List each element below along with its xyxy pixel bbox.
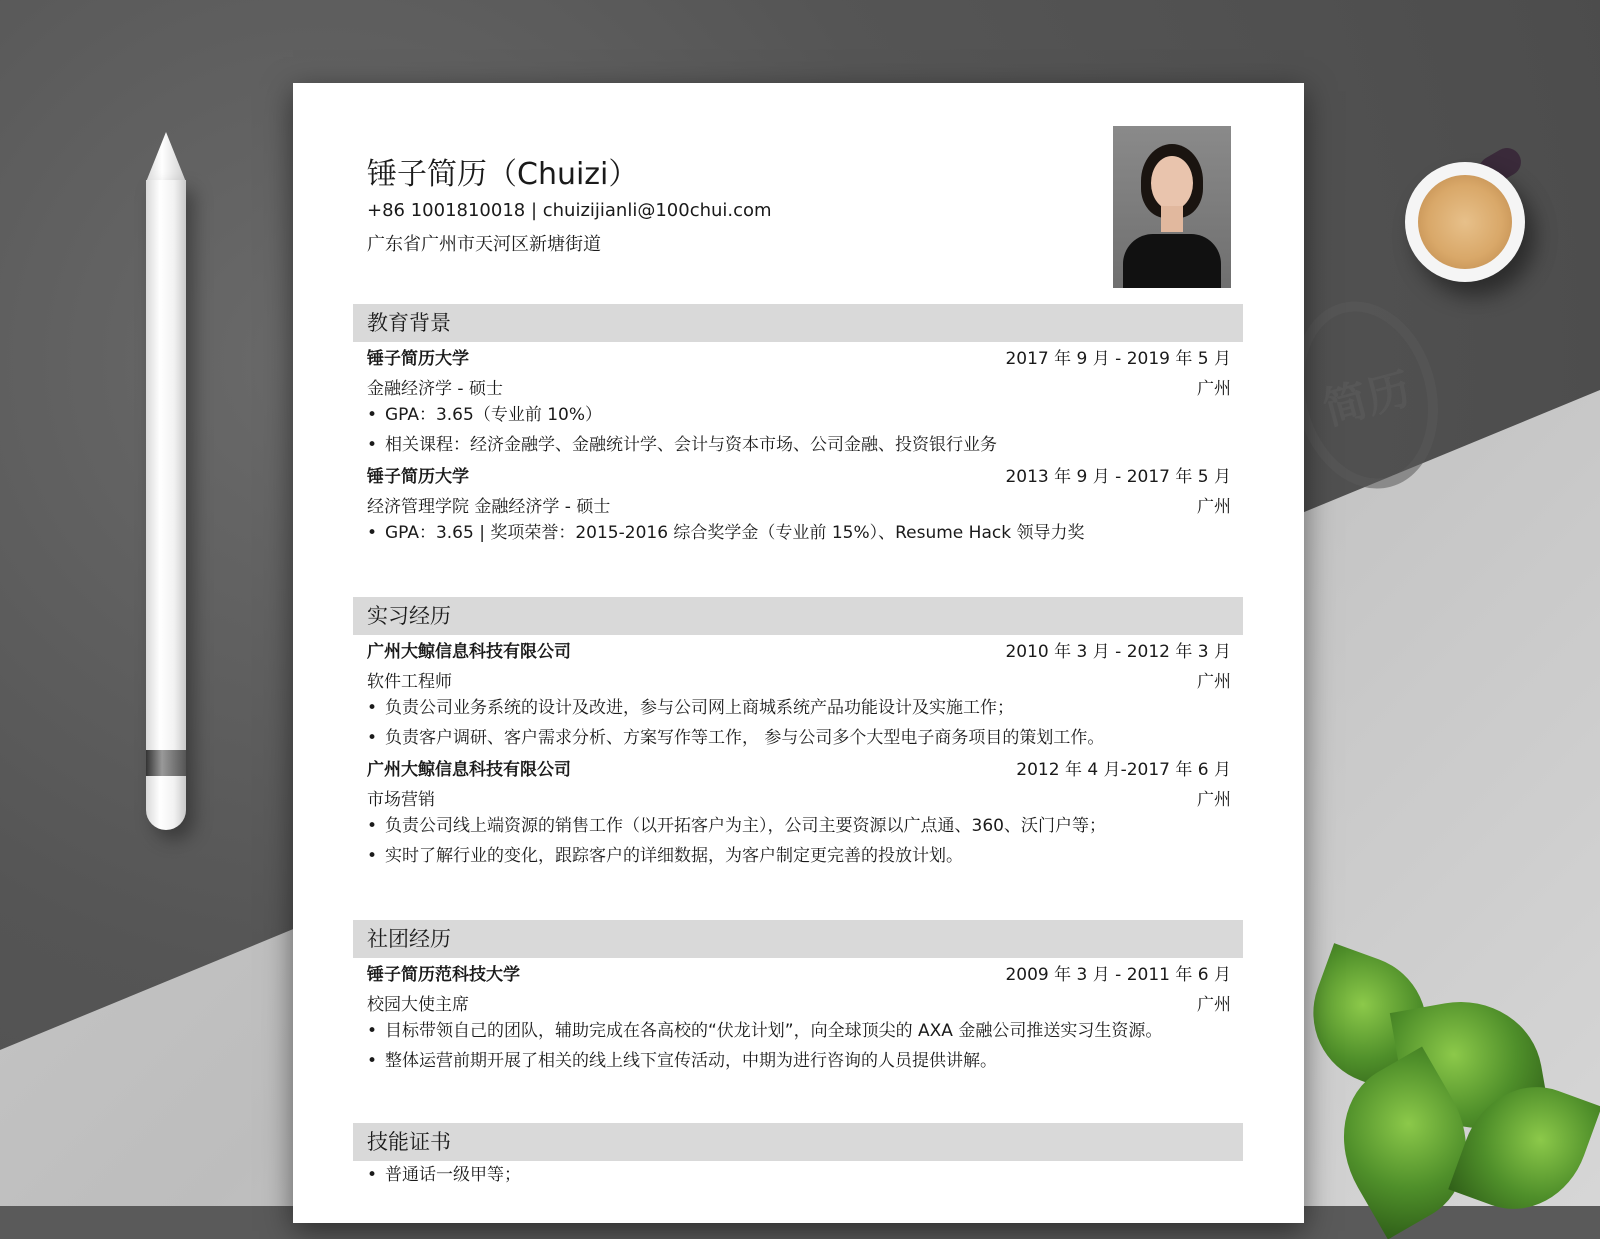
section-title: 实习经历 bbox=[353, 597, 1243, 635]
degree: 金融经济学 - 硕士 bbox=[367, 378, 503, 399]
date-range: 2013 年 9 月 - 2017 年 5 月 bbox=[1005, 467, 1231, 488]
internship-entry bbox=[353, 753, 1243, 871]
profile-photo bbox=[1113, 126, 1231, 288]
bullet-item: • 普通话一级甲等； bbox=[353, 1161, 1243, 1191]
location: 广州 bbox=[1197, 671, 1231, 692]
internship-entry bbox=[353, 635, 1243, 753]
internship-section bbox=[353, 597, 1243, 871]
school-name: 锤子简历大学 bbox=[367, 349, 469, 370]
location: 广州 bbox=[1197, 994, 1231, 1015]
education-section bbox=[353, 304, 1243, 549]
org-name: 锤子简历范科技大学 bbox=[367, 965, 520, 986]
bullet-item: • 实时了解行业的变化，跟踪客户的详细数据，为客户制定更完善的投放计划。 bbox=[353, 842, 1243, 872]
section-title: 教育背景 bbox=[353, 304, 1243, 342]
company-name: 广州大鲸信息科技有限公司 bbox=[367, 760, 571, 781]
contact-line: +86 1001810018 | chuizijianli@100chui.com bbox=[367, 200, 772, 221]
pencil-band bbox=[146, 750, 186, 776]
skills-section bbox=[353, 1123, 1243, 1191]
coffee-surface bbox=[1418, 175, 1512, 269]
club-role: 校园大使主席 bbox=[367, 994, 469, 1015]
date-range: 2009 年 3 月 - 2011 年 6 月 bbox=[1005, 965, 1231, 986]
club-entry bbox=[353, 958, 1243, 1076]
bullet-item: • 负责公司业务系统的设计及改进，参与公司网上商城系统产品功能设计及实施工作； bbox=[353, 694, 1243, 724]
bullet-item: • 负责公司线上端资源的销售工作（以开拓客户为主），公司主要资源以广点通、360、沃门户等； bbox=[353, 812, 1243, 842]
location: 广州 bbox=[1197, 496, 1231, 517]
club-section bbox=[353, 920, 1243, 1076]
education-entry bbox=[353, 342, 1243, 460]
bullet-item: • GPA：3.65 | 奖项荣誉：2015-2016 综合奖学金（专业前 15%）、Resume Hack 领导力奖 bbox=[353, 519, 1243, 549]
date-range: 2017 年 9 月 - 2019 年 5 月 bbox=[1005, 349, 1231, 370]
job-role: 软件工程师 bbox=[367, 671, 452, 692]
school-name: 锤子简历大学 bbox=[367, 467, 469, 488]
bullet-item: • GPA：3.65（专业前 10%） bbox=[353, 401, 1243, 431]
location: 广州 bbox=[1197, 378, 1231, 399]
bullet-item: • 整体运营前期开展了相关的线上线下宣传活动，中期为进行咨询的人员提供讲解。 bbox=[353, 1047, 1243, 1077]
bullet-item: • 目标带领自己的团队，辅助完成在各高校的“伏龙计划”，向全球顶尖的 AXA 金融公司推送实习生资源。 bbox=[353, 1017, 1243, 1047]
job-role: 市场营销 bbox=[367, 789, 435, 810]
education-entry bbox=[353, 460, 1243, 549]
date-range: 2012 年 4 月-2017 年 6 月 bbox=[1016, 760, 1231, 781]
resume-name: 锤子简历（Chuizi） bbox=[367, 157, 639, 192]
location: 广州 bbox=[1197, 789, 1231, 810]
section-title: 社团经历 bbox=[353, 920, 1243, 958]
stamp-text: 简历 bbox=[1318, 363, 1417, 436]
section-title: 技能证书 bbox=[353, 1123, 1243, 1161]
bullet-item: • 负责客户调研、客户需求分析、方案写作等工作， 参与公司多个大型电子商务项目的策划工作。 bbox=[353, 724, 1243, 754]
company-name: 广州大鲸信息科技有限公司 bbox=[367, 642, 571, 663]
date-range: 2010 年 3 月 - 2012 年 3 月 bbox=[1005, 642, 1231, 663]
resume-paper bbox=[293, 83, 1304, 1223]
address-line: 广东省广州市天河区新塘街道 bbox=[367, 234, 601, 255]
bullet-item: • 相关课程：经济金融学、金融统计学、会计与资本市场、公司金融、投资银行业务 bbox=[353, 431, 1243, 461]
stylus-pencil bbox=[146, 180, 186, 830]
degree: 经济管理学院 金融经济学 - 硕士 bbox=[367, 496, 611, 517]
